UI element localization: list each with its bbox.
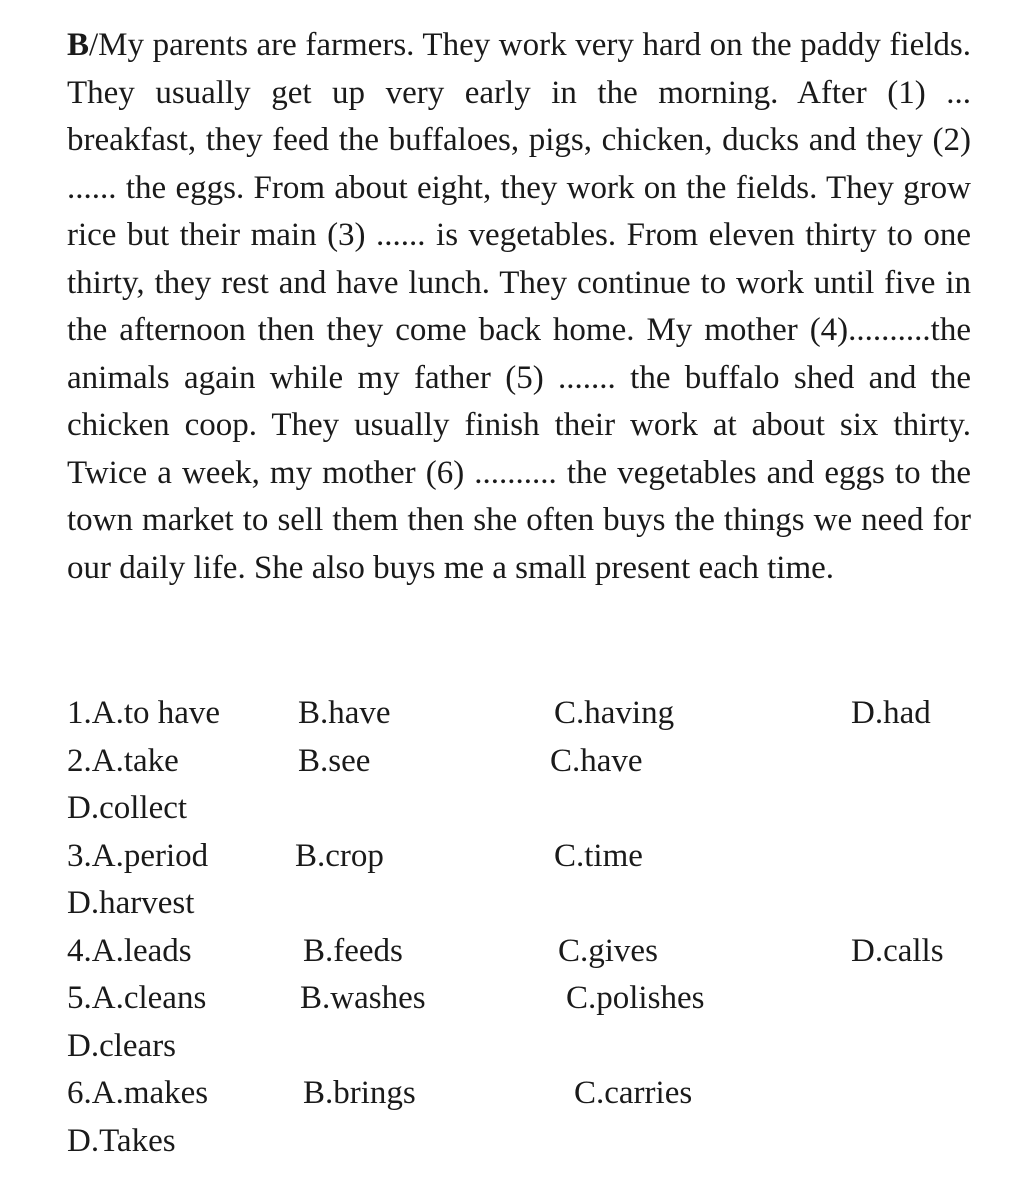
question-2-wrap (67, 785, 971, 833)
question-6-wrap (67, 1118, 971, 1166)
question-4-option-a: 4.A.leads (67, 932, 192, 969)
question-6 (67, 1070, 971, 1118)
question-6-option-d: D.Takes (67, 1122, 176, 1159)
question-6-option-a: 6.A.makes (67, 1075, 209, 1111)
question-2-option-a: 2.A.take (67, 742, 179, 779)
question-4-option-d: D.calls (851, 932, 944, 969)
question-5-wrap (67, 1023, 971, 1071)
question-1-option-c: C.having (554, 695, 675, 731)
question-3-option-b: B.crop (295, 837, 384, 874)
question-list (67, 690, 971, 1165)
question-1 (67, 690, 971, 738)
question-2-option-d: D.collect (67, 790, 188, 826)
passage-text: /My parents are farmers. They work very hard on the paddy fields. They usually get up very early in the morning. After (1) ... breakfast, they feed the buffaloes, pigs, chicken, ducks and they (2) ...... the eggs. From about eight, they work on the fields. They grow rice but their main (3) ...... is vegetables. From eleven thirty to one thirty, they rest and have lunch. They continue to work until five in the afternoon then they come back home. My mother (4)..........the animals again while my father (5) ....... the buffalo shed and the chicken coop. They usually finish their work at about six thirty. Twice a week, my mother (6) .......... the vegetables and eggs to the town market to sell them then she often buys the things we need for our daily life. She also buys me a small present each time. (67, 27, 971, 586)
section-label: B (67, 27, 90, 63)
question-5-option-b: B.washes (300, 980, 426, 1016)
question-3-option-c: C.time (554, 837, 643, 874)
question-4-option-b: B.feeds (303, 932, 403, 969)
question-2-option-b: B.see (298, 742, 371, 779)
question-2-option-c: C.have (550, 742, 643, 779)
question-3-option-d: D.harvest (67, 885, 195, 921)
question-1-option-a: 1.A.to have (67, 695, 221, 731)
question-5 (67, 975, 971, 1023)
question-1-option-d: D.had (851, 695, 931, 731)
question-6-option-c: C.carries (574, 1075, 693, 1111)
question-2 (67, 738, 971, 786)
question-5-option-c: C.polishes (566, 980, 705, 1016)
question-5-option-d: D.clears (67, 1027, 177, 1064)
question-4 (67, 928, 971, 976)
question-6-option-b: B.brings (303, 1075, 416, 1111)
question-4-option-c: C.gives (558, 932, 658, 969)
question-3-option-a: 3.A.period (67, 837, 209, 874)
question-3 (67, 833, 971, 881)
question-1-option-b: B.have (298, 695, 391, 731)
reading-passage (67, 22, 971, 592)
question-5-option-a: 5.A.cleans (67, 980, 207, 1016)
question-3-wrap (67, 880, 971, 928)
